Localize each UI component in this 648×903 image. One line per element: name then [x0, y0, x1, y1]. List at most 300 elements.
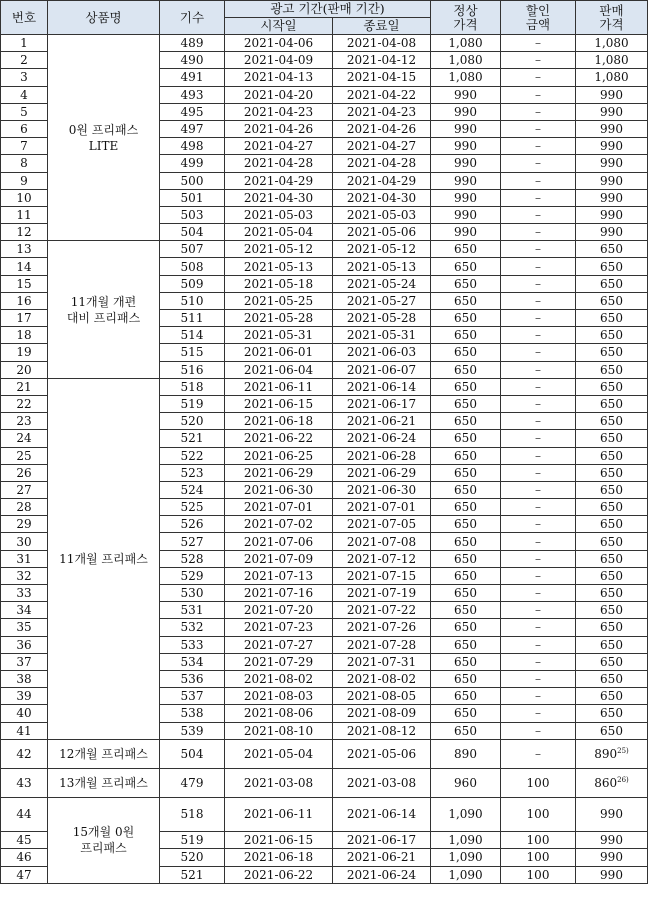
episode-number: 523: [160, 464, 225, 481]
discount-amount: –: [501, 636, 576, 653]
end-date: 2021-07-19: [333, 585, 431, 602]
row-number: 39: [1, 688, 48, 705]
discount-amount: –: [501, 310, 576, 327]
start-date: 2021-04-23: [225, 103, 333, 120]
end-date: 2021-06-28: [333, 447, 431, 464]
discount-amount: –: [501, 172, 576, 189]
discount-amount: –: [501, 464, 576, 481]
sale-price: [576, 481, 648, 498]
episode-number: 518: [160, 797, 225, 831]
episode-number: 538: [160, 705, 225, 722]
end-date: 2021-08-09: [333, 705, 431, 722]
episode-number: 489: [160, 35, 225, 52]
episode-number: 514: [160, 327, 225, 344]
regular-price: 650: [431, 258, 501, 275]
regular-price: 990: [431, 86, 501, 103]
table-row: [1, 739, 648, 768]
sale-price: [576, 327, 648, 344]
row-number: 4: [1, 86, 48, 103]
regular-price: 650: [431, 464, 501, 481]
regular-price: 650: [431, 241, 501, 258]
sale-price: [576, 413, 648, 430]
start-date: 2021-06-25: [225, 447, 333, 464]
discount-amount: –: [501, 619, 576, 636]
sale-price: [576, 739, 648, 768]
regular-price: 1,080: [431, 69, 501, 86]
sale-price: [576, 138, 648, 155]
row-number: 14: [1, 258, 48, 275]
sale-price: [576, 797, 648, 831]
header-regular-price: 정상 가격: [431, 1, 501, 35]
episode-number: 510: [160, 292, 225, 309]
sale-price-value: 860: [594, 775, 618, 790]
row-number: 47: [1, 866, 48, 884]
start-date: 2021-07-29: [225, 653, 333, 670]
start-date: 2021-07-20: [225, 602, 333, 619]
sale-price: [576, 206, 648, 223]
sale-price-value: 990: [600, 104, 623, 119]
end-date: 2021-07-28: [333, 636, 431, 653]
end-date: 2021-05-31: [333, 327, 431, 344]
sale-price-value: 990: [600, 867, 623, 882]
end-date: 2021-07-15: [333, 567, 431, 584]
row-number: 27: [1, 481, 48, 498]
sale-price: [576, 768, 648, 797]
regular-price: 650: [431, 378, 501, 395]
discount-amount: –: [501, 739, 576, 768]
discount-amount: 100: [501, 768, 576, 797]
start-date: 2021-06-22: [225, 866, 333, 884]
end-date: 2021-04-29: [333, 172, 431, 189]
episode-number: 533: [160, 636, 225, 653]
sale-price-value: 990: [600, 850, 623, 865]
start-date: 2021-07-27: [225, 636, 333, 653]
start-date: 2021-06-01: [225, 344, 333, 361]
start-date: 2021-04-13: [225, 69, 333, 86]
discount-amount: –: [501, 361, 576, 378]
sale-price: [576, 499, 648, 516]
table-row: [1, 35, 648, 52]
start-date: 2021-08-02: [225, 670, 333, 687]
end-date: 2021-07-08: [333, 533, 431, 550]
row-number: 12: [1, 224, 48, 241]
header-period: 광고 기간(판매 기간): [225, 1, 431, 18]
sale-price: [576, 292, 648, 309]
discount-amount: –: [501, 413, 576, 430]
product-name: [48, 768, 160, 797]
footnote-marker: 26): [617, 775, 629, 784]
discount-amount: –: [501, 705, 576, 722]
start-date: 2021-06-04: [225, 361, 333, 378]
row-number: 13: [1, 241, 48, 258]
end-date: 2021-04-27: [333, 138, 431, 155]
discount-amount: –: [501, 189, 576, 206]
end-date: 2021-06-21: [333, 849, 431, 867]
episode-number: 509: [160, 275, 225, 292]
row-number: 43: [1, 768, 48, 797]
end-date: 2021-05-28: [333, 310, 431, 327]
start-date: 2021-05-13: [225, 258, 333, 275]
regular-price: 650: [431, 688, 501, 705]
product-name-line: 15개월 0원: [72, 825, 135, 840]
discount-amount: –: [501, 481, 576, 498]
discount-amount: –: [501, 292, 576, 309]
start-date: 2021-06-22: [225, 430, 333, 447]
discount-amount: –: [501, 344, 576, 361]
start-date: 2021-06-18: [225, 849, 333, 867]
row-number: 28: [1, 499, 48, 516]
sale-price: [576, 258, 648, 275]
sale-price: [576, 378, 648, 395]
start-date: 2021-05-04: [225, 739, 333, 768]
sale-price-value: 650: [600, 259, 623, 274]
end-date: 2021-08-02: [333, 670, 431, 687]
sale-price-value: 650: [600, 620, 623, 635]
episode-number: 520: [160, 413, 225, 430]
regular-price: 650: [431, 705, 501, 722]
discount-amount: 100: [501, 797, 576, 831]
start-date: 2021-04-20: [225, 86, 333, 103]
row-number: 20: [1, 361, 48, 378]
row-number: 8: [1, 155, 48, 172]
sale-price-value: 650: [600, 328, 623, 343]
discount-amount: –: [501, 258, 576, 275]
episode-number: 532: [160, 619, 225, 636]
sale-price-value: 990: [600, 87, 623, 102]
footnote-marker: 25): [617, 746, 629, 755]
episode-number: 526: [160, 516, 225, 533]
episode-number: 519: [160, 395, 225, 412]
header-episode: 기수: [160, 1, 225, 35]
row-number: 26: [1, 464, 48, 481]
end-date: 2021-05-24: [333, 275, 431, 292]
regular-price: 650: [431, 722, 501, 739]
product-name-line: 대비 프리패스: [66, 310, 141, 325]
sale-price-value: 650: [600, 448, 623, 463]
header-end-date: 종료일: [333, 18, 431, 35]
regular-price: 650: [431, 447, 501, 464]
end-date: 2021-04-22: [333, 86, 431, 103]
sale-price: [576, 69, 648, 86]
episode-number: 511: [160, 310, 225, 327]
row-number: 21: [1, 378, 48, 395]
row-number: 5: [1, 103, 48, 120]
start-date: 2021-05-18: [225, 275, 333, 292]
end-date: 2021-04-28: [333, 155, 431, 172]
discount-amount: –: [501, 52, 576, 69]
product-name: [48, 35, 160, 241]
episode-number: 537: [160, 688, 225, 705]
product-name-line: 13개월 프리패스: [59, 775, 148, 790]
episode-number: 499: [160, 155, 225, 172]
discount-amount: –: [501, 86, 576, 103]
header-no: 번호: [1, 1, 48, 35]
episode-number: 516: [160, 361, 225, 378]
sale-price-value: 990: [600, 207, 623, 222]
regular-price: 650: [431, 310, 501, 327]
discount-amount: –: [501, 533, 576, 550]
product-name-line: 11개월 개편: [70, 294, 137, 309]
sale-price: [576, 636, 648, 653]
regular-price: 1,080: [431, 52, 501, 69]
sale-price: [576, 35, 648, 52]
regular-price: 990: [431, 138, 501, 155]
row-number: 46: [1, 849, 48, 867]
row-number: 17: [1, 310, 48, 327]
sale-price: [576, 516, 648, 533]
episode-number: 518: [160, 378, 225, 395]
regular-price: 650: [431, 292, 501, 309]
episode-number: 530: [160, 585, 225, 602]
start-date: 2021-07-23: [225, 619, 333, 636]
discount-amount: –: [501, 550, 576, 567]
sale-price: [576, 395, 648, 412]
start-date: 2021-07-16: [225, 585, 333, 602]
episode-number: 493: [160, 86, 225, 103]
end-date: 2021-05-13: [333, 258, 431, 275]
start-date: 2021-05-31: [225, 327, 333, 344]
row-number: 1: [1, 35, 48, 52]
episode-number: 521: [160, 430, 225, 447]
sale-price-value: 990: [600, 139, 623, 154]
regular-price: 650: [431, 619, 501, 636]
discount-amount: –: [501, 224, 576, 241]
sale-price-value: 650: [600, 431, 623, 446]
sale-price-value: 650: [600, 293, 623, 308]
row-number: 7: [1, 138, 48, 155]
end-date: 2021-06-30: [333, 481, 431, 498]
regular-price: 1,090: [431, 866, 501, 884]
regular-price: 1,090: [431, 831, 501, 849]
table-row: [1, 797, 648, 831]
table-row: [1, 241, 648, 258]
sale-price-value: 650: [600, 689, 623, 704]
start-date: 2021-04-26: [225, 120, 333, 137]
sale-price-value: 650: [600, 379, 623, 394]
start-date: 2021-07-06: [225, 533, 333, 550]
start-date: 2021-08-03: [225, 688, 333, 705]
row-number: 15: [1, 275, 48, 292]
product-name-line: 프리패스: [80, 841, 127, 856]
sale-price: [576, 224, 648, 241]
sale-price-value: 650: [600, 311, 623, 326]
end-date: 2021-07-22: [333, 602, 431, 619]
row-number: 16: [1, 292, 48, 309]
episode-number: 522: [160, 447, 225, 464]
episode-number: 524: [160, 481, 225, 498]
discount-amount: –: [501, 447, 576, 464]
row-number: 22: [1, 395, 48, 412]
product-name-line: 11개월 프리패스: [59, 551, 148, 566]
discount-amount: –: [501, 688, 576, 705]
start-date: 2021-06-15: [225, 831, 333, 849]
sale-price-value: 650: [600, 551, 623, 566]
sale-price: [576, 447, 648, 464]
sale-price-value: 990: [600, 807, 623, 822]
sale-price: [576, 585, 648, 602]
row-number: 19: [1, 344, 48, 361]
end-date: 2021-03-08: [333, 768, 431, 797]
discount-amount: –: [501, 69, 576, 86]
start-date: 2021-08-06: [225, 705, 333, 722]
start-date: 2021-04-30: [225, 189, 333, 206]
header-start-date: 시작일: [225, 18, 333, 35]
end-date: 2021-08-12: [333, 722, 431, 739]
row-number: 44: [1, 797, 48, 831]
row-number: 2: [1, 52, 48, 69]
row-number: 23: [1, 413, 48, 430]
regular-price: 990: [431, 103, 501, 120]
row-number: 35: [1, 619, 48, 636]
row-number: 41: [1, 722, 48, 739]
sale-price: [576, 602, 648, 619]
episode-number: 521: [160, 866, 225, 884]
sale-price: [576, 567, 648, 584]
discount-amount: –: [501, 327, 576, 344]
sale-price-value: 990: [600, 225, 623, 240]
episode-number: 507: [160, 241, 225, 258]
sale-price-value: 650: [600, 637, 623, 652]
table-header: [1, 1, 648, 35]
regular-price: 650: [431, 653, 501, 670]
product-name-line: 12개월 프리패스: [59, 746, 148, 761]
product-name: [48, 739, 160, 768]
row-number: 37: [1, 653, 48, 670]
sale-price-value: 990: [600, 122, 623, 137]
end-date: 2021-06-17: [333, 831, 431, 849]
sale-price: [576, 550, 648, 567]
end-date: 2021-04-23: [333, 103, 431, 120]
start-date: 2021-05-03: [225, 206, 333, 223]
episode-number: 497: [160, 120, 225, 137]
episode-number: 519: [160, 831, 225, 849]
discount-amount: –: [501, 670, 576, 687]
sale-price-value: 650: [600, 568, 623, 583]
discount-amount: –: [501, 206, 576, 223]
product-name: [48, 797, 160, 884]
sale-price: [576, 275, 648, 292]
episode-number: 529: [160, 567, 225, 584]
end-date: 2021-04-26: [333, 120, 431, 137]
episode-number: 528: [160, 550, 225, 567]
discount-amount: –: [501, 103, 576, 120]
discount-amount: –: [501, 602, 576, 619]
sale-price: [576, 866, 648, 884]
table-row: [1, 768, 648, 797]
discount-amount: 100: [501, 849, 576, 867]
sale-price-value: 650: [600, 276, 623, 291]
start-date: 2021-05-04: [225, 224, 333, 241]
sale-price-value: 990: [600, 832, 623, 847]
sale-price: [576, 688, 648, 705]
discount-amount: 100: [501, 866, 576, 884]
end-date: 2021-05-06: [333, 224, 431, 241]
end-date: 2021-06-14: [333, 797, 431, 831]
discount-amount: –: [501, 120, 576, 137]
row-number: 30: [1, 533, 48, 550]
start-date: 2021-04-09: [225, 52, 333, 69]
regular-price: 650: [431, 533, 501, 550]
episode-number: 527: [160, 533, 225, 550]
sale-price: [576, 52, 648, 69]
start-date: 2021-05-12: [225, 241, 333, 258]
end-date: 2021-05-03: [333, 206, 431, 223]
start-date: 2021-04-27: [225, 138, 333, 155]
sale-price-value: 650: [600, 517, 623, 532]
sale-price-value: 1,080: [594, 70, 629, 85]
row-number: 10: [1, 189, 48, 206]
sale-price-value: 650: [600, 723, 623, 738]
end-date: 2021-06-07: [333, 361, 431, 378]
regular-price: 650: [431, 327, 501, 344]
discount-amount: –: [501, 395, 576, 412]
regular-price: 990: [431, 224, 501, 241]
header-discount: 할인 금액: [501, 1, 576, 35]
episode-number: 536: [160, 670, 225, 687]
sale-price-value: 890: [594, 746, 618, 761]
discount-amount: –: [501, 430, 576, 447]
end-date: 2021-06-17: [333, 395, 431, 412]
discount-amount: 100: [501, 831, 576, 849]
episode-number: 503: [160, 206, 225, 223]
sale-price: [576, 670, 648, 687]
regular-price: 990: [431, 155, 501, 172]
start-date: 2021-04-06: [225, 35, 333, 52]
discount-amount: –: [501, 499, 576, 516]
regular-price: 650: [431, 550, 501, 567]
discount-amount: –: [501, 35, 576, 52]
sale-price-value: 650: [600, 465, 623, 480]
episode-number: 539: [160, 722, 225, 739]
end-date: 2021-06-03: [333, 344, 431, 361]
sale-price: [576, 361, 648, 378]
regular-price: 650: [431, 516, 501, 533]
sale-price: [576, 831, 648, 849]
regular-price: 650: [431, 275, 501, 292]
row-number: 3: [1, 69, 48, 86]
episode-number: 495: [160, 103, 225, 120]
regular-price: 650: [431, 585, 501, 602]
regular-price: 650: [431, 361, 501, 378]
sale-price-value: 650: [600, 534, 623, 549]
discount-amount: –: [501, 155, 576, 172]
regular-price: 650: [431, 636, 501, 653]
start-date: 2021-05-25: [225, 292, 333, 309]
discount-amount: –: [501, 585, 576, 602]
end-date: 2021-04-30: [333, 189, 431, 206]
sale-price-value: 650: [600, 397, 623, 412]
discount-amount: –: [501, 378, 576, 395]
product-name-line: 0원 프리패스: [68, 122, 139, 137]
end-date: 2021-08-05: [333, 688, 431, 705]
row-number: 25: [1, 447, 48, 464]
end-date: 2021-05-06: [333, 739, 431, 768]
sale-price-value: 1,080: [594, 36, 629, 51]
sale-price-value: 650: [600, 603, 623, 618]
end-date: 2021-04-15: [333, 69, 431, 86]
row-number: 42: [1, 739, 48, 768]
end-date: 2021-07-12: [333, 550, 431, 567]
end-date: 2021-04-08: [333, 35, 431, 52]
sale-price-value: 990: [600, 190, 623, 205]
start-date: 2021-07-02: [225, 516, 333, 533]
table-body: [1, 35, 648, 884]
start-date: 2021-06-18: [225, 413, 333, 430]
sale-price-value: 650: [600, 242, 623, 257]
discount-amount: –: [501, 653, 576, 670]
sale-price-value: 1,080: [594, 53, 629, 68]
episode-number: 520: [160, 849, 225, 867]
